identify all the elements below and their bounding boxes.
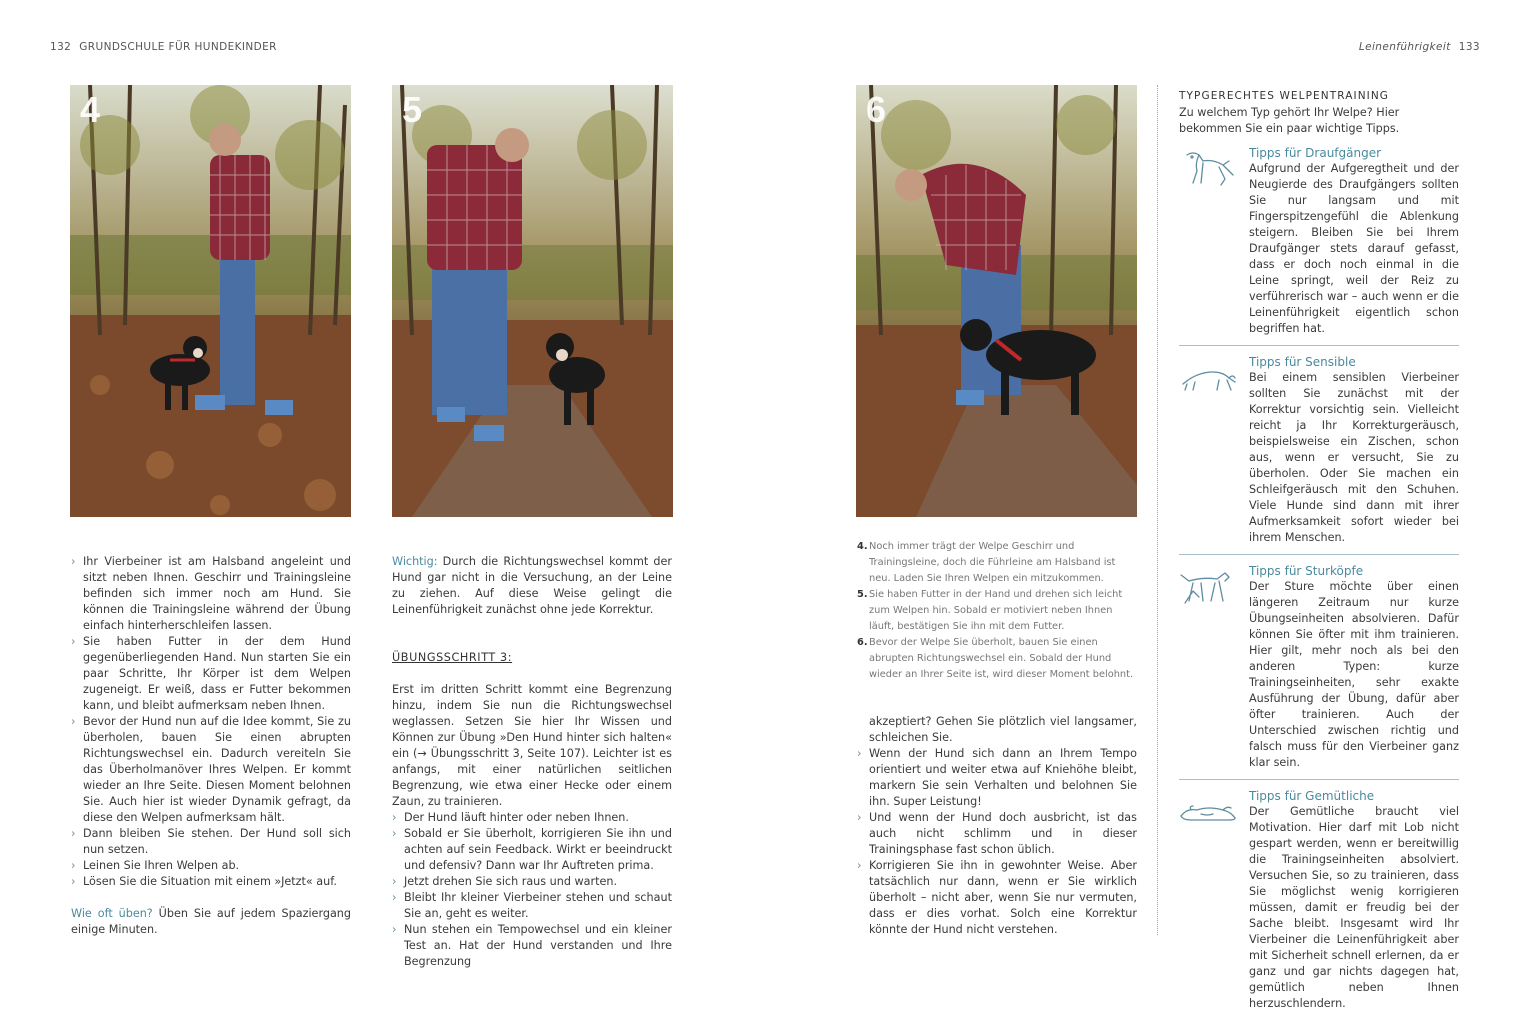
text-column-1	[71, 554, 351, 938]
tip-text: Der Sture möchte über einen längeren Zeitraum nur kurze Übungseinheiten absolvieren. Dafür können Sie öfter mit ihm trainieren. Hier gilt, mehr noch als bei den anderen Typen: kurze Trainingseinheiten, sehr exakte Ausführung der Übung, dafür aber öfter trainieren. Auch der Unterschied zwischen richtig und falsch muss für den Vierbeiner ganz klar sein.	[1249, 580, 1459, 769]
bullet-list	[392, 810, 672, 970]
tip-heading: Tipps für Sturköpfe	[1249, 564, 1364, 578]
list-item: › Lösen Sie die Situation mit einem »Jetzt« auf.	[71, 874, 351, 890]
photo-man-with-puppy-on-leash-icon	[70, 85, 351, 517]
crouching-dog-icon	[1179, 358, 1239, 398]
sidebar-intro: Zu welchem Typ gehört Ihr Welpe? Hier bekommen Sie ein paar wichtige Tipps.	[1179, 106, 1400, 135]
list-item: › Und wenn der Hund doch ausbricht, ist das auch nicht schlimm und in dieser Trainingsphase fast schon üblich.	[857, 810, 1137, 858]
list-item: › Leinen Sie Ihren Welpen ab.	[71, 858, 351, 874]
how-often-paragraph	[71, 906, 351, 938]
important-text: Durch die Richtungswechsel kommt der Hund gar nicht in die Versuchung, an der Leine zu ziehen. Auf diese Weise gelingt die Leinenführigkeit zunächst ohne jede Korrektur.	[392, 555, 672, 616]
step-heading: ÜBUNGSSCHRITT 3:	[392, 651, 513, 664]
photo-step-6	[856, 85, 1137, 517]
tip-text: Bei einem sensiblen Vierbeiner sollten Sie zunächst mit der Korrektur vorsichtig sein. Vielleicht reicht ja Ihr Korrekturgeräusch, beispielsweise ein Zischen, schon aus, wenn er versucht, Sie zu überholen. Oder Sie machen ein Schleifgeräusch mit den Schuhen. Viele Hunde sind dann mit ihrer Aufmerksamkeit sofort wieder bei ihrem Menschen.	[1249, 371, 1459, 544]
photo-step-number: 5	[402, 89, 423, 130]
list-item: › Bevor der Hund nun auf die Idee kommt, Sie zu überholen, bauen Sie einen abrupten Richtungswechsel ein. Dadurch vereiteln Sie das Überholmanöver Ihres Welpen. Er kommt wieder an Ihre Seite. Diesen Moment belohnen Sie. Auch hier ist wieder Dynamik gefragt, da diese den Welpen aufmerksam hält.	[71, 714, 351, 826]
sidebar-divider	[1157, 85, 1158, 935]
section-title: Leinenführigkeit	[1358, 41, 1451, 53]
page-number-left: 132	[50, 41, 72, 53]
running-header-left	[50, 41, 277, 53]
photo-step-number: 6	[866, 89, 887, 130]
text-column-2	[392, 554, 672, 970]
caption-item: 4. Noch immer trägt der Welpe Geschirr und Trainingsleine, doch die Führleine am Halsband ist neu. Laden Sie Ihren Welpen ein mitzukommen.	[857, 541, 1116, 584]
list-item: › Bleibt Ihr kleiner Vierbeiner stehen und schaut Sie an, geht es weiter.	[392, 890, 672, 922]
tip-text: Aufgrund der Aufgeregtheit und der Neugierde des Draufgängers sollten Sie nur langsam und mit Fingerspitzengefühl die Ablenkung steigern. Bleiben Sie bei Ihrem Draufgänger stets darauf gefasst, dass er doch noch einmal in die Leine springt, weil der Reiz zu verführerisch war – auch wenn er die Leinenführigkeit eigentlich schon begriffen hat.	[1249, 162, 1459, 335]
list-item: › Ihr Vierbeiner ist am Halsband angeleint und sitzt neben Ihnen. Geschirr und Trainingsleine befinden sich immer noch am Hund. Sie können die Trainingsleine während der Übung einfach hinterherschleifen lassen.	[71, 554, 351, 634]
list-item: › Sobald er Sie überholt, korrigieren Sie ihn und achten auf sein Feedback. Wirkt er beeindruckt und defensiv? Dann war Ihr Auftreten prima.	[392, 826, 672, 874]
caption-item: 5. Sie haben Futter in der Hand und drehen sich leicht zum Welpen hin. Sobald er motiviert neben Ihnen läuft, bestätigen Sie ihn mit dem Futter.	[857, 589, 1123, 632]
step-intro: Erst im dritten Schritt kommt eine Begrenzung hinzu, indem Sie nun die Richtungswechsel weglassen. Setzen Sie hier Ihr Wissen und Können zur Übung »Den Hund hinter sich halten« ein (→ Übungsschritt 3, Seite 107). Leichter ist es anfangs, mit einer natürlichen seitlichen Begrenzung, wie etwa einer Hecke oder einem Zaun, zu trainieren.	[392, 683, 672, 808]
page-number-right: 133	[1458, 41, 1480, 53]
photo-man-walking-puppy-icon	[392, 85, 673, 517]
tip-text: Der Gemütliche braucht viel Motivation. Hier darf mit Lob nicht gespart werden, wenn er bereitwillig die Trainingseinheiten absolviert. Versuchen Sie, so zu trainieren, dass Sie möglichst wenig korrigieren müssen, damit er freudig bei der Sache bleibt. Insgesamt wird Ihr Vierbeiner die Leinenführigkeit aber mit Sicherheit schnell erlernen, da er ganz und gar nichts dagegen hat, gemütlich neben Ihnen herzuschlendern.	[1249, 805, 1459, 1010]
photo-step-5	[392, 85, 673, 517]
photo-captions	[857, 539, 1136, 683]
bullet-list	[71, 554, 351, 890]
list-item: › Nun stehen ein Tempowechsel und ein kleiner Test an. Hat der Hund verstanden und Ihre Begrenzung	[392, 922, 672, 970]
photo-step-4	[70, 85, 351, 517]
list-item: › Sie haben Futter in der dem Hund gegenüberliegenden Hand. Nun starten Sie ein paar Schritte, Ihr Körper ist dem Welpen zugeneigt. Er weiß, dass er Futter bekommen kann, und bleibt aufmerksam neben Ihnen.	[71, 634, 351, 714]
tip-sturkoepfe	[1179, 563, 1459, 780]
important-label: Wichtig:	[392, 555, 438, 568]
tip-gemuetliche	[1179, 788, 1459, 1020]
how-often-text: Üben Sie auf jedem Spaziergang einige Minuten.	[71, 907, 351, 936]
caption-item: 6. Bevor der Welpe Sie überholt, bauen Sie einen abrupten Richtungswechsel ein. Sobald der Hund wieder an Ihrer Seite ist, wird dieser Moment belohnt.	[857, 637, 1134, 680]
pulling-dog-icon	[1179, 567, 1239, 607]
sidebar-title: TYPGERECHTES WELPENTRAINING	[1179, 90, 1390, 102]
text-column-3	[857, 714, 1137, 938]
lying-dog-icon	[1179, 792, 1239, 832]
tip-sensible	[1179, 354, 1459, 555]
sidebar-box	[1179, 88, 1459, 1020]
jumping-dog-icon	[1179, 149, 1239, 189]
list-item: › Korrigieren Sie ihn in gewohnter Weise. Aber tatsächlich nur dann, wenn er Sie wirklich überholt – nicht aber, wenn Sie nur vermuten, dass er dies vorhat. Solch eine Korrektur könnte der Hund nicht verstehen.	[857, 858, 1137, 938]
continuation-paragraph: akzeptiert? Gehen Sie plötzlich viel langsamer, schleichen Sie.	[869, 715, 1137, 744]
chapter-title: GRUNDSCHULE FÜR HUNDEKINDER	[79, 41, 277, 53]
list-item: › Wenn der Hund sich dann an Ihrem Tempo orientiert und weiter etwa auf Kniehöhe bleibt, markern Sie sein Verhalten und belohnen Sie ihn. Super Leistung!	[857, 746, 1137, 810]
how-often-label: Wie oft üben?	[71, 907, 153, 920]
running-header-right	[1359, 41, 1480, 53]
list-item: › Dann bleiben Sie stehen. Der Hund soll sich nun setzen.	[71, 826, 351, 858]
bullet-list	[857, 746, 1137, 938]
photo-man-bending-to-dog-icon	[856, 85, 1137, 517]
list-item: › Der Hund läuft hinter oder neben Ihnen.	[392, 810, 672, 826]
important-paragraph	[392, 554, 672, 618]
photo-step-number: 4	[80, 89, 101, 130]
list-item: › Jetzt drehen Sie sich raus und warten.	[392, 874, 672, 890]
tip-heading: Tipps für Sensible	[1249, 355, 1356, 369]
tip-heading: Tipps für Gemütliche	[1249, 789, 1375, 803]
tip-draufgaenger	[1179, 145, 1459, 346]
tip-heading: Tipps für Draufgänger	[1249, 146, 1382, 160]
